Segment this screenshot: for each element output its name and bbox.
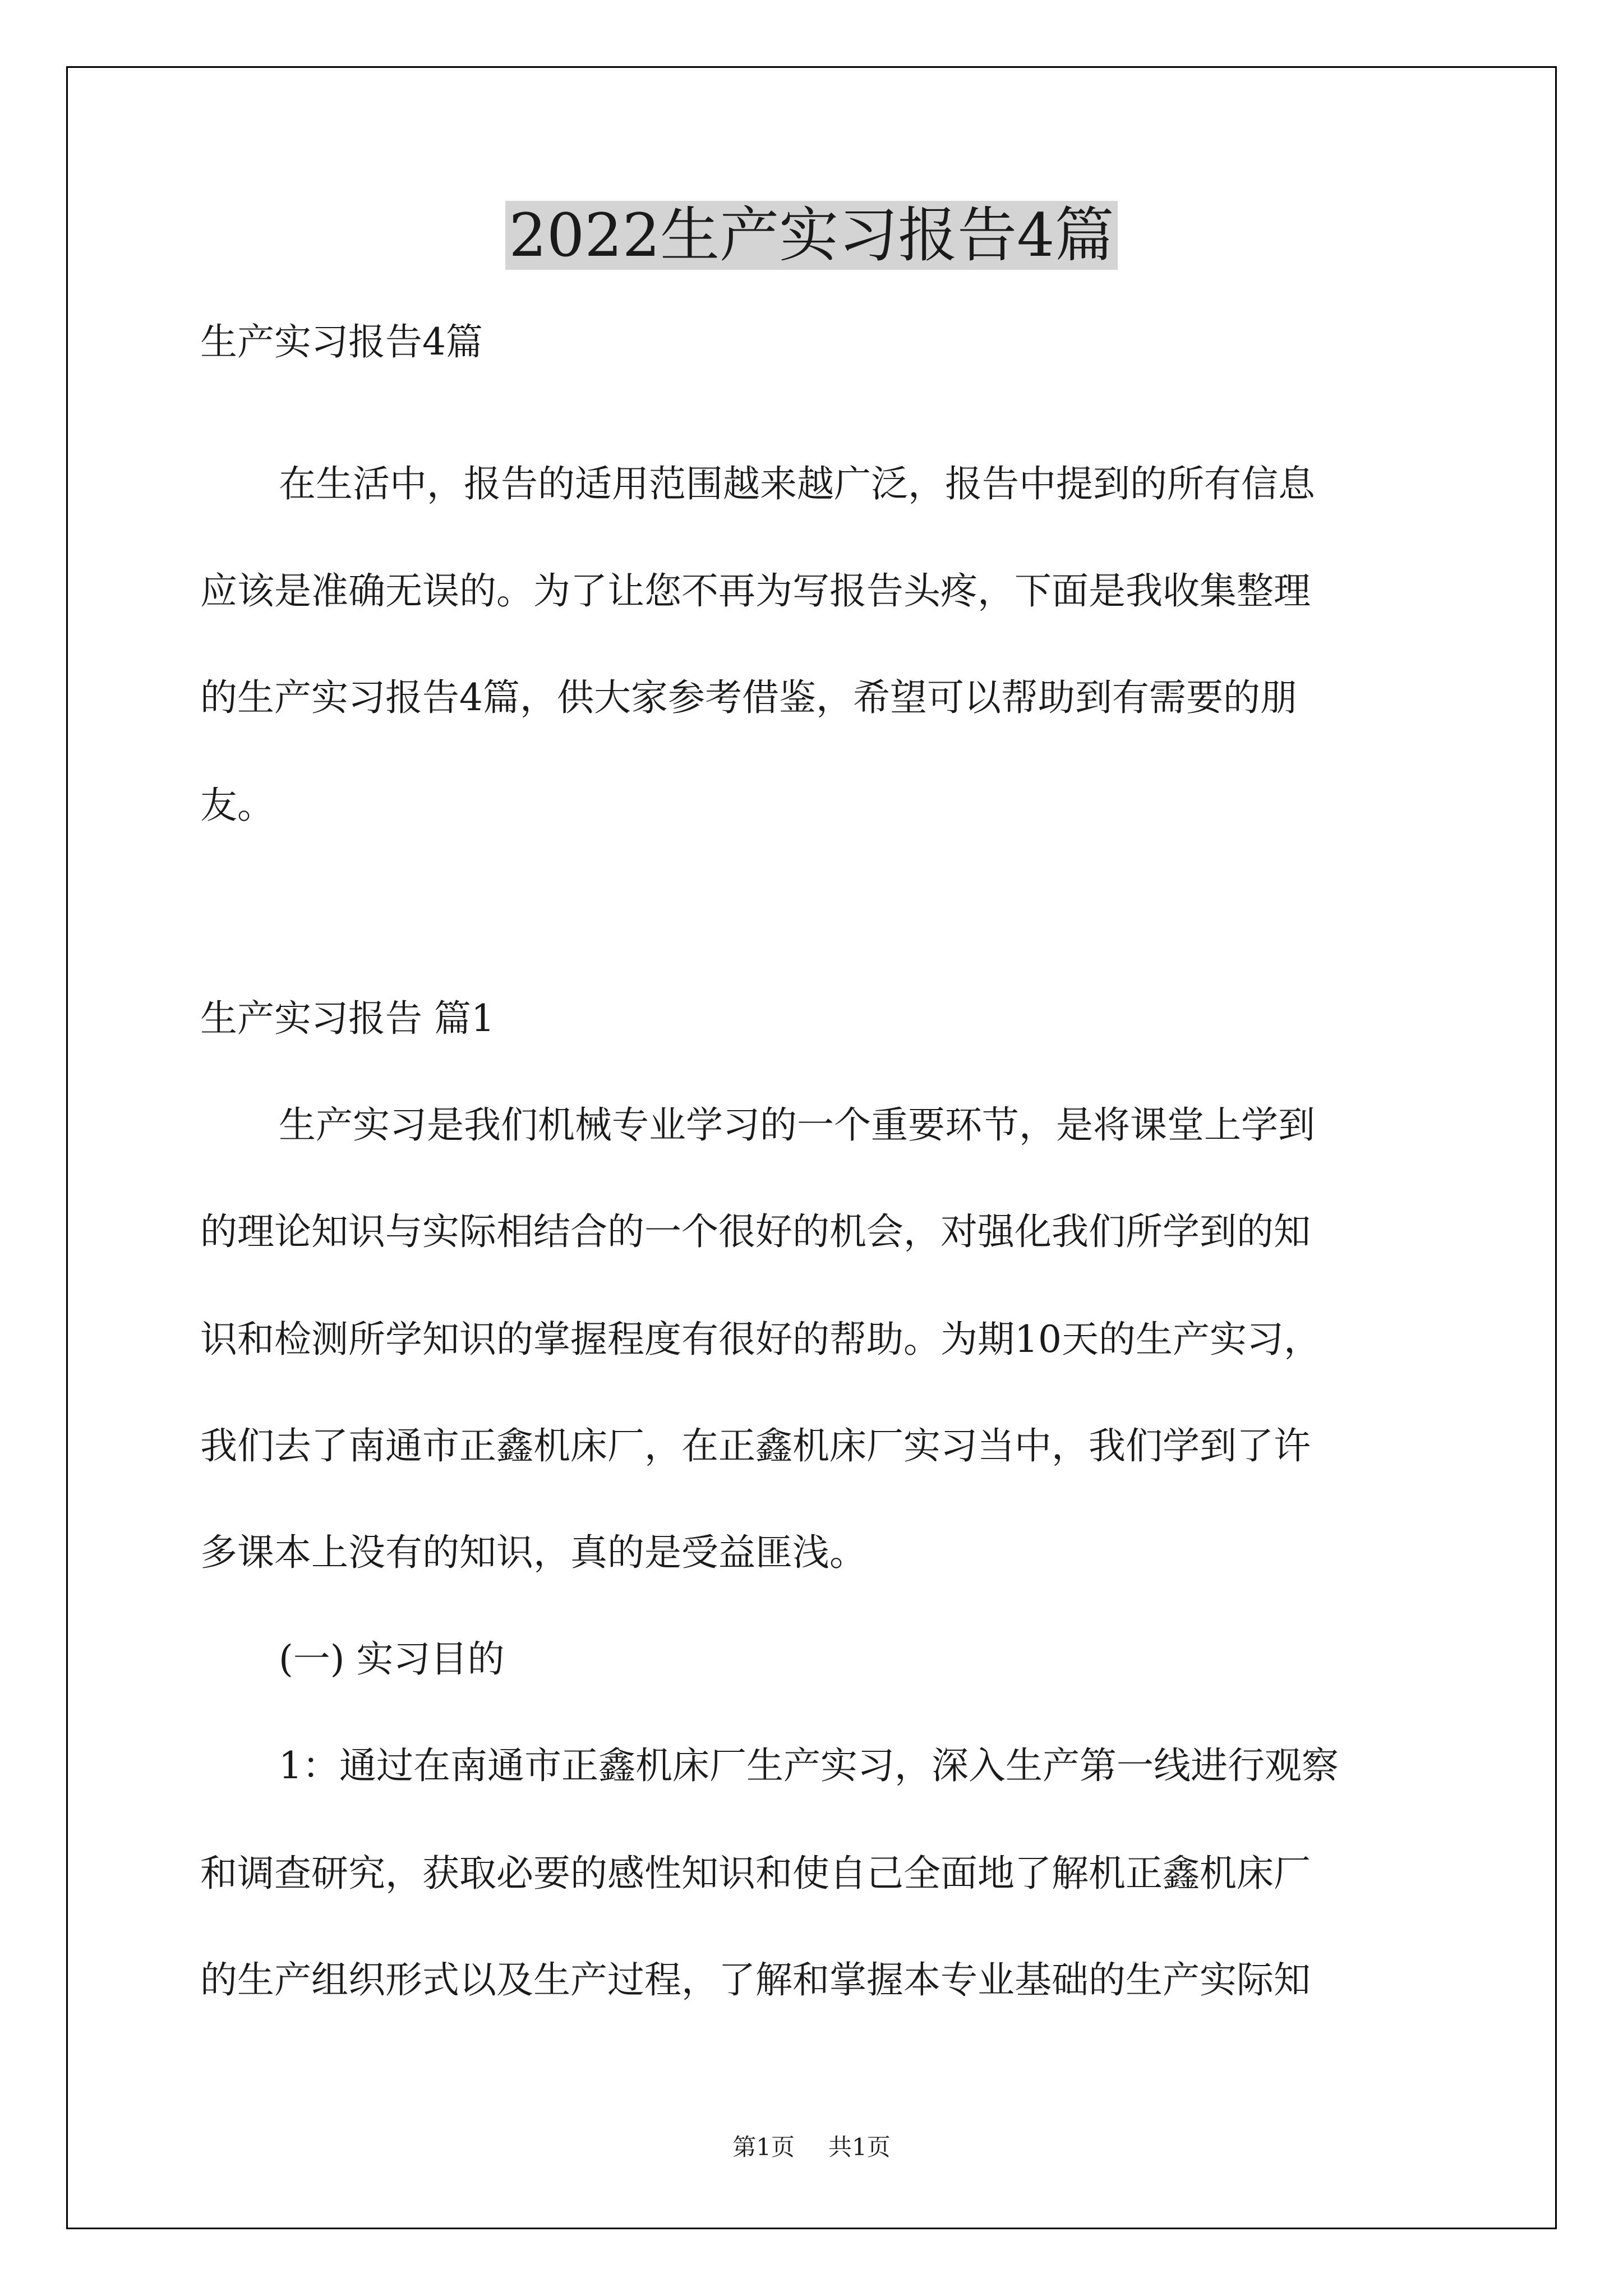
intro-line-3: 的生产实习报告4篇，供大家参考借鉴，希望可以帮助到有需要的朋: [200, 676, 1297, 719]
section-line-1: 生产实习是我们机械专业学习的一个重要环节，是将课堂上学到: [279, 1103, 1315, 1147]
intro-line-1: 在生活中，报告的适用范围越来越广泛，报告中提到的所有信息: [279, 462, 1315, 505]
page-total: 共1页: [828, 2133, 891, 2161]
section-line-5: 多课本上没有的知识，真的是受益匪浅。: [200, 1531, 866, 1574]
document-title: [0, 194, 1623, 278]
intro-line-4: 友。: [200, 784, 274, 827]
purpose-line-2: 和调查研究，获取必要的感性知识和使自己全面地了解机正鑫机床厂: [200, 1852, 1311, 1895]
subtitle: 生产实习报告4篇: [200, 320, 483, 364]
purpose-line-3: 的生产组织形式以及生产过程，了解和掌握本专业基础的生产实际知: [200, 1958, 1311, 2001]
section-line-2: 的理论知识与实际相结合的一个很好的机会，对强化我们所学到的知: [200, 1210, 1311, 1253]
subheading: (一) 实习目的: [279, 1637, 505, 1681]
section-line-4: 我们去了南通市正鑫机床厂，在正鑫机床厂实习当中，我们学到了许: [200, 1424, 1311, 1467]
purpose-line-1: 1：通过在南通市正鑫机床厂生产实习，深入生产第一线进行观察: [279, 1744, 1339, 1787]
title-highlight: 2022生产实习报告4篇: [505, 201, 1117, 270]
page-footer: [0, 2131, 1623, 2164]
intro-line-2: 应该是准确无误的。为了让您不再为写报告头疼，下面是我收集整理: [200, 569, 1311, 613]
section-line-3: 识和检测所学知识的掌握程度有很好的帮助。为期10天的生产实习，: [200, 1318, 1321, 1361]
section-heading: 生产实习报告 篇1: [200, 997, 495, 1040]
page-number: 第1页: [732, 2133, 795, 2161]
